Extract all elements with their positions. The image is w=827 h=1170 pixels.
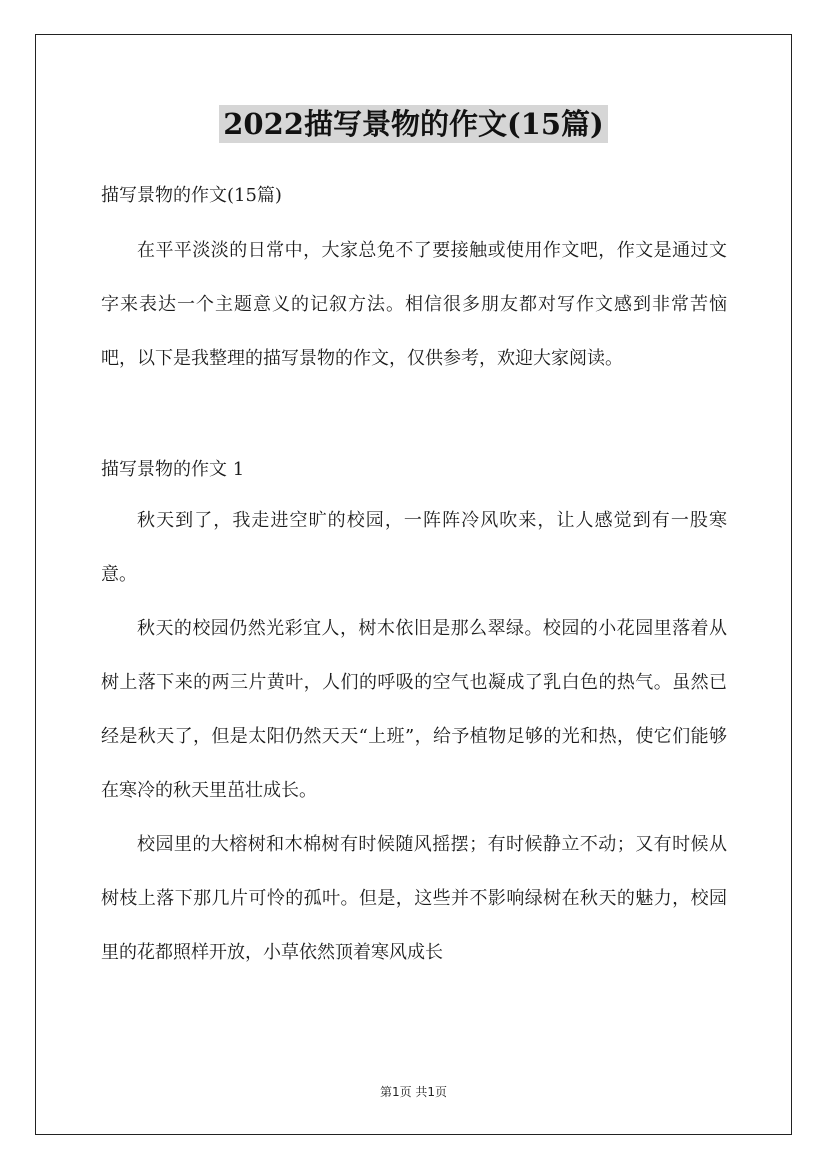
body-paragraph: 校园里的大榕树和木棉树有时候随风摇摆；有时候静立不动；又有时候从树枝上落下那几片可怜的孤叶。但是，这些并不影响绿树在秋天的魅力，校园里的花都照样开放，小草依然顶着寒风成长 (101, 834, 727, 963)
document-body (101, 172, 727, 980)
document-title-text: 2022描写景物的作文(15篇) (219, 105, 608, 143)
body-paragraph: 秋天到了，我走进空旷的校园，一阵阵冷风吹来，让人感觉到有一股寒意。 (101, 510, 727, 585)
document-title (0, 104, 827, 143)
document-subtitle: 描写景物的作文(15篇) (101, 185, 282, 206)
body-paragraph: 秋天的校园仍然光彩宜人，树木依旧是那么翠绿。校园的小花园里落着从树上落下来的两三片黄叶，人们的呼吸的空气也凝成了乳白色的热气。虽然已经是秋天了，但是太阳仍然天天“上班”，给予植物足够的光和热，使它们能够在寒冷的秋天里茁壮成长。 (101, 618, 727, 801)
page-number-footer: 第1页 共1页 (379, 1085, 448, 1099)
intro-paragraph: 在平平淡淡的日常中，大家总免不了要接触或使用作文吧，作文是通过文字来表达一个主题意义的记叙方法。相信很多朋友都对写作文感到非常苦恼吧，以下是我整理的描写景物的作文，仅供参考，欢迎大家阅读。 (101, 240, 727, 369)
section-heading: 描写景物的作文 1 (101, 459, 245, 480)
